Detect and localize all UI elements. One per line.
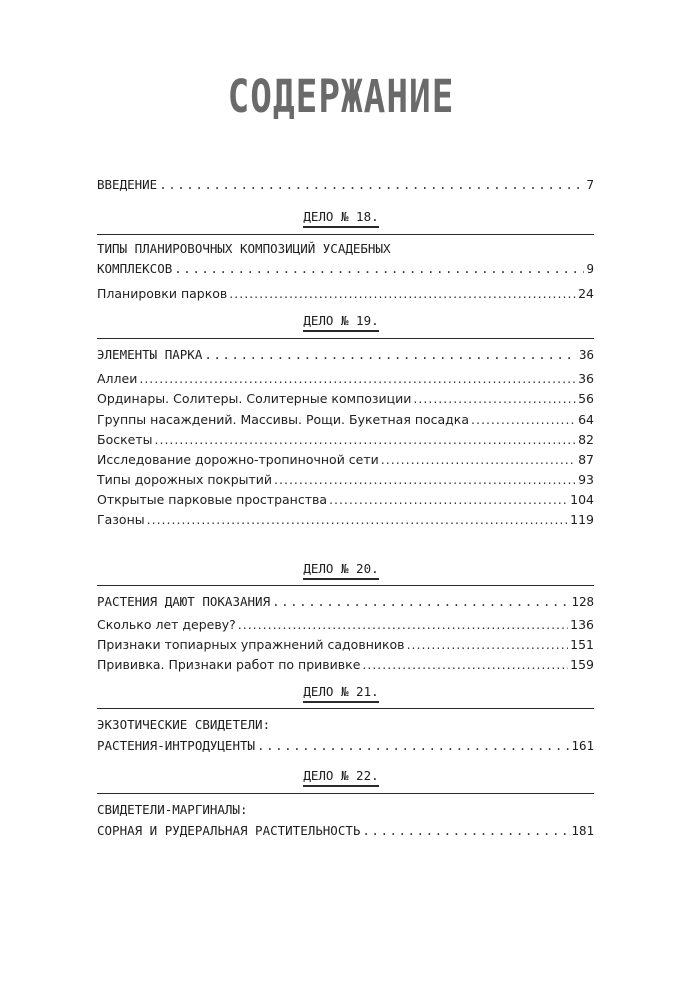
toc-entry-case21-main[interactable] xyxy=(97,737,594,754)
toc-entry-label: ВВЕДЕНИЕ xyxy=(97,177,158,192)
toc-entry[interactable] xyxy=(97,491,594,508)
toc-entry-label: Планировки парков xyxy=(97,286,228,301)
toc-entry-label: Типы дорожных покрытий xyxy=(97,472,273,487)
divider xyxy=(97,338,594,339)
toc-entry-page: 161 xyxy=(571,738,594,753)
toc-entry-label: Признаки топиарных упражнений садовников xyxy=(97,637,405,652)
toc-entry[interactable] xyxy=(97,511,594,528)
dot-leader xyxy=(362,656,568,673)
toc-entry-label-line1: СВИДЕТЕЛИ-МАРГИНАЛЫ: xyxy=(97,802,248,817)
toc-entry-page: 82 xyxy=(578,432,594,447)
toc-entry-page: 119 xyxy=(570,512,594,527)
toc-entry[interactable] xyxy=(97,616,594,633)
toc-entry[interactable] xyxy=(97,431,594,448)
toc-entry-page: 181 xyxy=(571,823,594,838)
toc-entry[interactable] xyxy=(97,636,594,653)
toc-entry-label: Прививка. Признаки работ по прививке xyxy=(97,657,361,672)
toc-entry[interactable] xyxy=(97,370,594,387)
dot-leader xyxy=(274,471,576,488)
toc-entry-label: ЭЛЕМЕНТЫ ПАРКА xyxy=(97,347,203,362)
toc-entry-case19-main[interactable] xyxy=(97,346,594,363)
toc-entry-label: Аллеи xyxy=(97,371,138,386)
toc-entry-label: КОМПЛЕКСОВ xyxy=(97,261,173,276)
case-heading-18 xyxy=(0,208,682,225)
toc-entry[interactable] xyxy=(97,451,594,468)
toc-entry[interactable] xyxy=(97,411,594,428)
toc-entry-page: 7 xyxy=(586,177,594,192)
toc-entry-label: Группы насаждений. Массивы. Рощи. Букетная посадка xyxy=(97,412,470,427)
case-heading-text: ДЕЛО № 19. xyxy=(303,313,378,332)
divider xyxy=(97,708,594,709)
toc-entry-case18-main[interactable] xyxy=(97,260,594,277)
case-heading-20 xyxy=(0,560,682,577)
toc-entry-label: СОРНАЯ И РУДЕРАЛЬНАЯ РАСТИТЕЛЬНОСТЬ xyxy=(97,823,361,838)
dot-leader xyxy=(147,511,569,528)
dot-leader xyxy=(329,491,568,508)
toc-entry-label: Открытые парковые пространства xyxy=(97,492,328,507)
toc-entry[interactable] xyxy=(97,285,594,302)
toc-entry-label-line1: ТИПЫ ПЛАНИРОВОЧНЫХ КОМПОЗИЦИЙ УСАДЕБНЫХ xyxy=(97,241,391,256)
toc-entry-page: 104 xyxy=(570,492,594,507)
case-heading-text: ДЕЛО № 22. xyxy=(303,768,378,787)
dot-leader xyxy=(272,593,569,610)
page-title: СОДЕРЖАНИЕ xyxy=(227,72,455,124)
dot-leader xyxy=(257,737,569,754)
toc-entry-label: Сколько лет дереву? xyxy=(97,617,236,632)
dot-leader xyxy=(139,370,576,387)
toc-entry-label-line1: ЭКЗОТИЧЕСКИЕ СВИДЕТЕЛИ: xyxy=(97,717,271,732)
dot-leader xyxy=(204,346,577,363)
toc-entry-label: РАСТЕНИЯ-ИНТРОДУЦЕНТЫ xyxy=(97,738,256,753)
toc-entry-page: 151 xyxy=(570,637,594,652)
toc-entry-page: 64 xyxy=(578,412,594,427)
toc-entry-page: 24 xyxy=(578,286,594,301)
toc-entry-page: 56 xyxy=(578,391,594,406)
toc-entry-page: 93 xyxy=(578,472,594,487)
toc-entry-label: Газоны xyxy=(97,512,145,527)
toc-entry-page: 159 xyxy=(570,657,594,672)
dot-leader xyxy=(229,285,576,302)
case-heading-text: ДЕЛО № 20. xyxy=(303,561,378,580)
toc-entry-page: 9 xyxy=(586,261,594,276)
dot-leader xyxy=(362,822,569,839)
case-heading-text: ДЕЛО № 21. xyxy=(303,684,378,703)
toc-entry[interactable] xyxy=(97,471,594,488)
toc-entry-label: Боскеты xyxy=(97,432,153,447)
toc-entry-label: Ординары. Солитеры. Солитерные композиции xyxy=(97,391,412,406)
toc-entry[interactable] xyxy=(97,390,594,407)
divider xyxy=(97,234,594,235)
dot-leader xyxy=(407,636,569,653)
toc-entry-case20-main[interactable] xyxy=(97,593,594,610)
dot-leader xyxy=(413,390,576,407)
case-heading-text: ДЕЛО № 18. xyxy=(303,209,378,228)
toc-entry-intro[interactable] xyxy=(97,176,594,193)
toc-entry-page: 87 xyxy=(578,452,594,467)
dot-leader xyxy=(471,411,576,428)
toc-entry-page: 36 xyxy=(578,371,594,386)
toc-entry[interactable] xyxy=(97,656,594,673)
toc-entry-page: 136 xyxy=(570,617,594,632)
toc-entry-label: Исследование дорожно-тропиночной сети xyxy=(97,452,379,467)
toc-entry-page: 128 xyxy=(571,594,594,609)
dot-leader xyxy=(238,616,568,633)
case-heading-21 xyxy=(0,683,682,700)
divider xyxy=(97,793,594,794)
dot-leader xyxy=(155,431,577,448)
toc-entry-case22-main[interactable] xyxy=(97,822,594,839)
dot-leader xyxy=(174,260,584,277)
divider xyxy=(97,585,594,586)
case-heading-22 xyxy=(0,767,682,784)
dot-leader xyxy=(381,451,576,468)
dot-leader xyxy=(159,176,584,193)
toc-entry-label: РАСТЕНИЯ ДАЮТ ПОКАЗАНИЯ xyxy=(97,594,271,609)
toc-entry-page: 36 xyxy=(578,347,594,362)
case-heading-19 xyxy=(0,312,682,329)
